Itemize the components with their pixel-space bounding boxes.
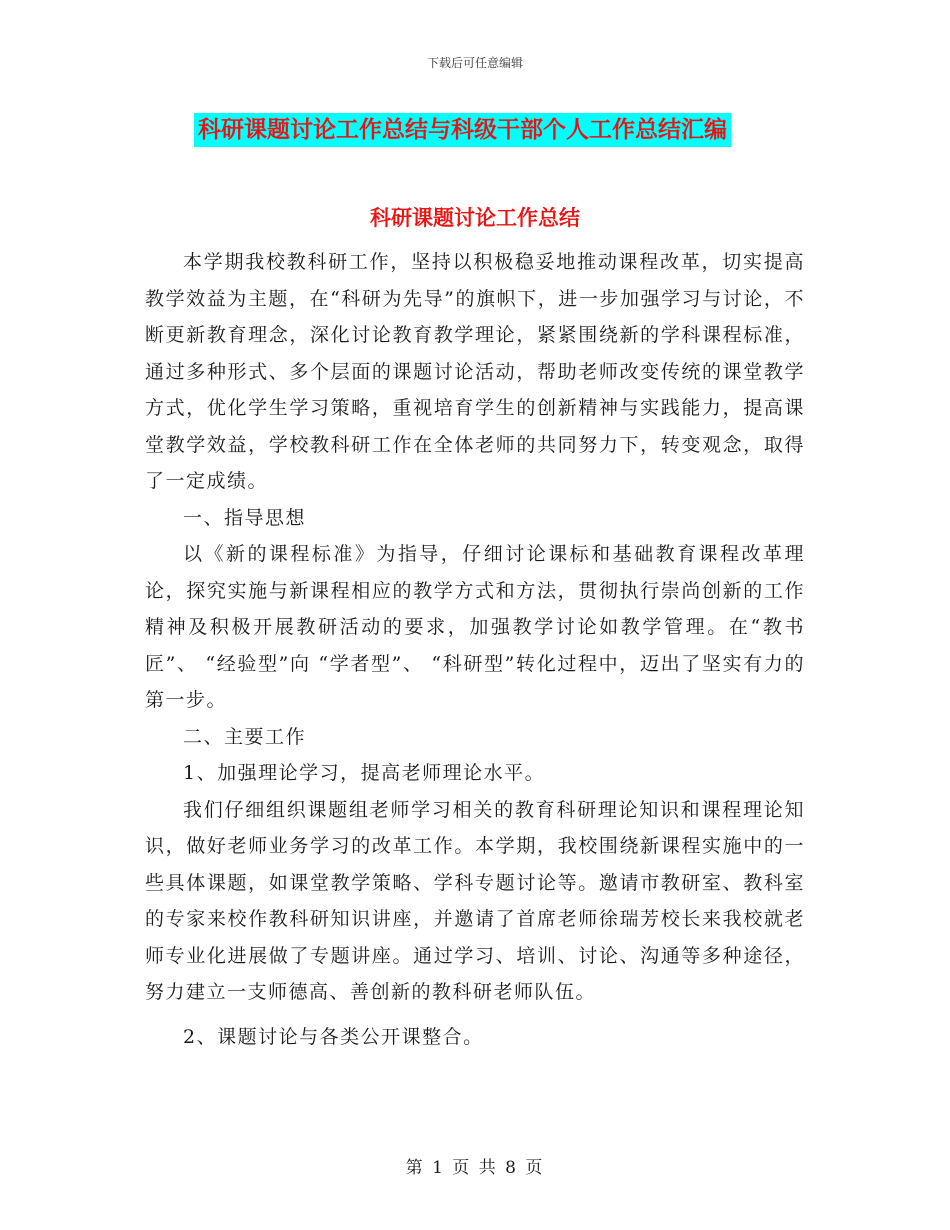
section-title: 科研课题讨论工作总结 bbox=[370, 206, 580, 230]
page-footer: 第 1 页 共 8 页 bbox=[405, 1158, 545, 1178]
item-topic-integration: 2、课题讨论与各类公开课整合。 bbox=[183, 1025, 484, 1048]
header-note: 下载后可任意编辑 bbox=[426, 56, 523, 70]
heading-main-work: 二、主要工作 bbox=[183, 725, 307, 748]
paragraph-guiding-ideology: 以《新的课程标准》为指导，仔细讨论课标和基础教育课程改革理论，探究实施与新课程相应的教学方式和方法，贯彻执行崇尚创新的工作精神及积极开展教研活动的要求，加强教学讨论如教学管理。在“教书匠”、 “经验型”向 “学者型”、 “科研型”转化过程中，迈出了坚实有力的第一步。 bbox=[145, 543, 805, 711]
item-theory-study: 1、加强理论学习，提高老师理论水平。 bbox=[183, 762, 546, 784]
body-text bbox=[145, 244, 805, 1055]
paragraph-theory-study: 我们仔细组织课题组老师学习相关的教育科研理论知识和课程理论知识，做好老师业务学习的改革工作。本学期，我校围绕新课程实施中的一些具体课题，如课堂教学策略、学科专题讨论等。邀请市教研室、教科室的专家来校作教科研知识讲座，并邀请了首席老师徐瑞芳校长来我校就老师专业化进展做了专题讲座。通过学习、培训、讨论、沟通等多种途径，努力建立一支师德高、善创新的教科研老师队伍。 bbox=[145, 798, 805, 1003]
main-title: 科研课题讨论工作总结与科级干部个人工作总结汇编 bbox=[194, 113, 731, 147]
paragraph-intro: 本学期我校教科研工作，坚持以积极稳妥地推动课程改革，切实提高教学效益为主题，在“科研为先导”的旗帜下，进一步加强学习与讨论，不断更新教育理念，深化讨论教育教学理论，紧紧围绕新的学科课程标准，通过多种形式、多个层面的课题讨论活动，帮助老师改变传统的课堂教学方式，优化学生学习策略，重视培育学生的创新精神与实践能力，提高课堂教学效益，学校教科研工作在全体老师的共同努力下，转变观念，取得了一定成绩。 bbox=[145, 251, 805, 492]
heading-guiding-ideology: 一、指导思想 bbox=[183, 506, 307, 529]
